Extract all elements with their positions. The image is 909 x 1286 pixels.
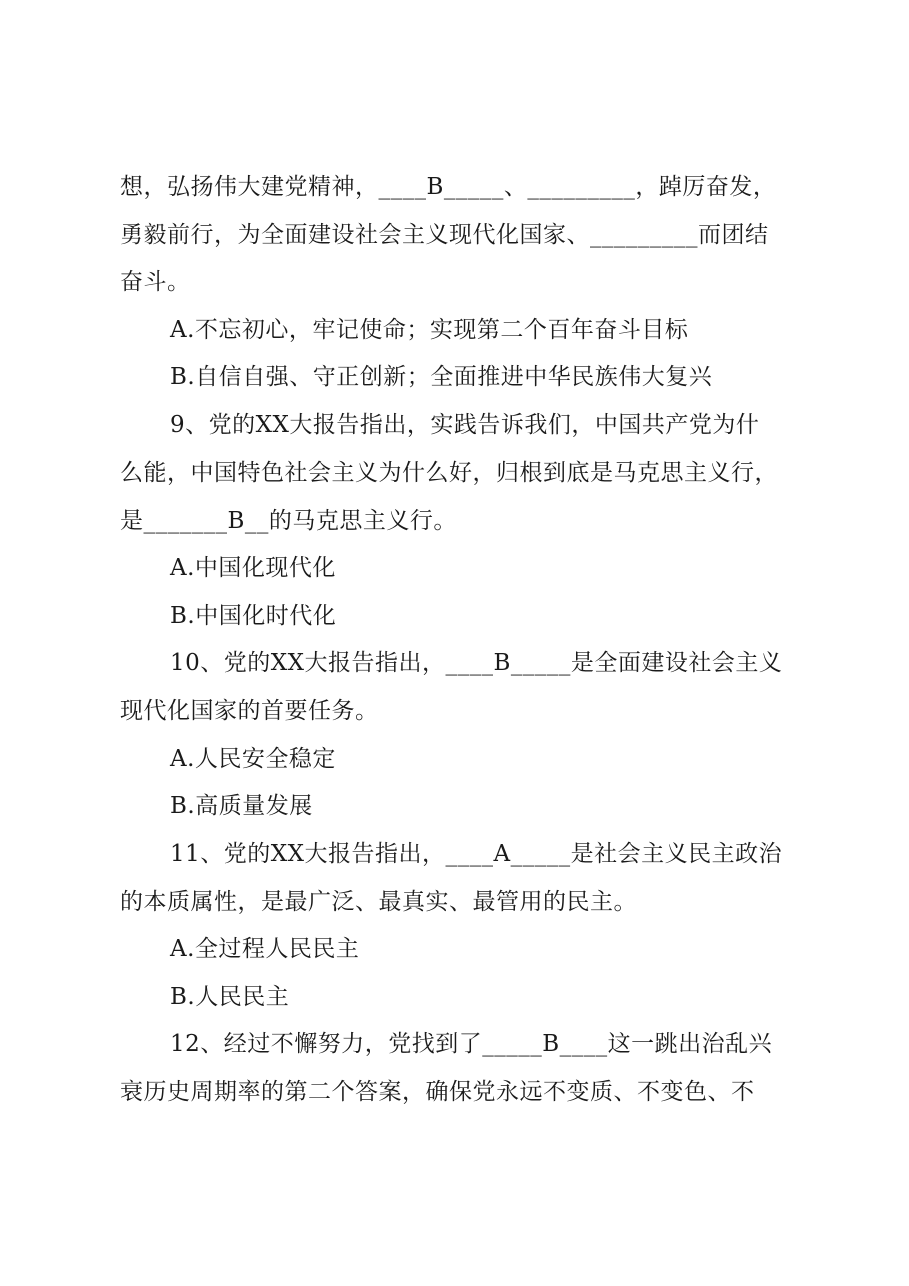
q12-stem-line-2: 衰历史周期率的第二个答案，确保党永远不变质、不变色、不 (120, 1079, 755, 1105)
q11-stem-line-2: 的本质属性，是最广泛、最真实、最管用的民主。 (120, 889, 637, 915)
q11-option-a: A.全过程人民民主 (170, 936, 360, 962)
text-line-q8-continued-2: 勇毅前行，为全面建设社会主义现代化国家、_________而团结 (120, 222, 769, 248)
q11-stem-line-1: 11、党的XX大报告指出，____A_____是社会主义民主政治 (170, 841, 783, 867)
text-line-q8-continued-1: 想，弘扬伟大建党精神，____B_____、_________，踔厉奋发， (120, 174, 777, 200)
q9-option-b: B.中国化时代化 (170, 603, 337, 629)
q10-stem-line-1: 10、党的XX大报告指出，____B_____是全面建设社会主义 (170, 650, 783, 676)
q9-stem-line-1: 9、党的XX大报告指出，实践告诉我们，中国共产党为什 (170, 412, 760, 438)
q10-option-a: A.人民安全稳定 (170, 746, 336, 772)
q10-stem-line-2: 现代化国家的首要任务。 (120, 698, 379, 724)
q10-option-b: B.高质量发展 (170, 793, 313, 819)
text-line-q8-continued-3: 奋斗。 (120, 269, 191, 295)
q9-stem-line-3: 是_______B__的马克思主义行。 (120, 508, 457, 534)
q9-stem-line-2: 么能，中国特色社会主义为什么好，归根到底是马克思主义行， (120, 460, 778, 486)
q9-option-a: A.中国化现代化 (170, 555, 336, 581)
q11-option-b: B.人民民主 (170, 984, 290, 1010)
q12-stem-line-1: 12、经过不懈努力，党找到了_____B____这一跳出治乱兴 (170, 1031, 773, 1057)
q8-option-a: A.不忘初心，牢记使命；实现第二个百年奋斗目标 (170, 317, 689, 343)
q8-option-b: B.自信自强、守正创新；全面推进中华民族伟大复兴 (170, 364, 713, 390)
